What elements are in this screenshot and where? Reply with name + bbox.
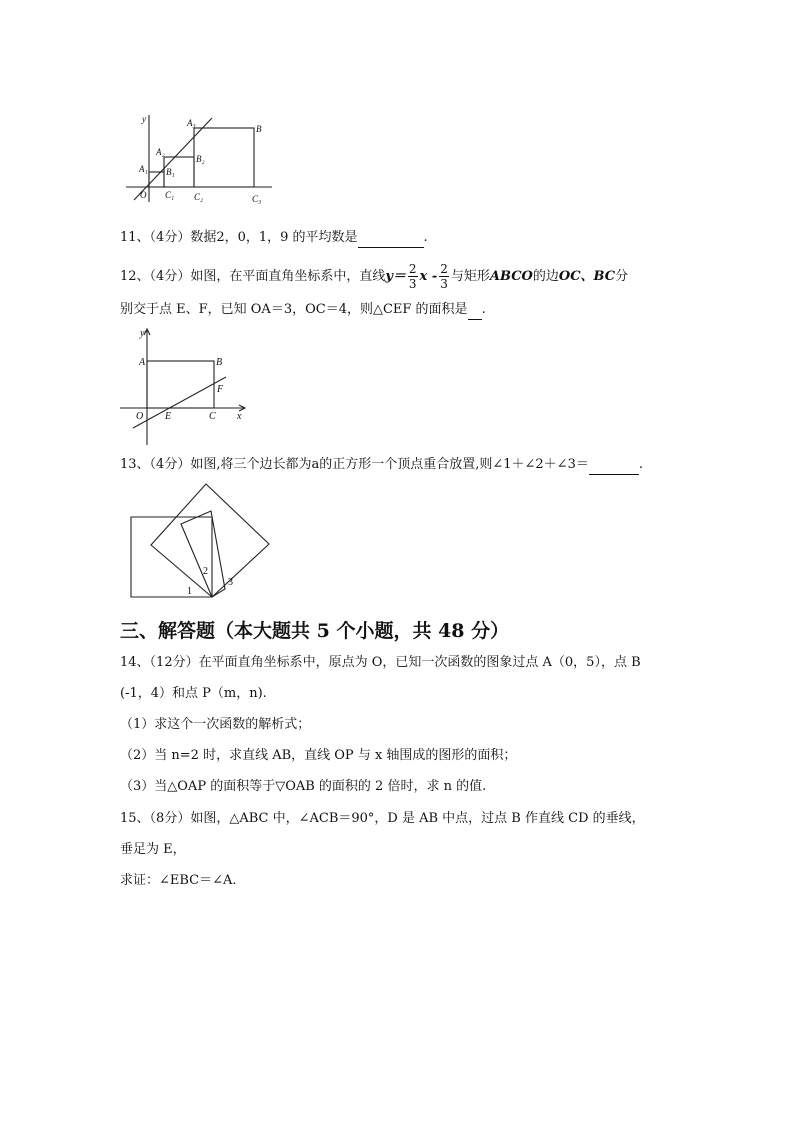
label-E: E [165, 411, 172, 422]
q13-answer-blank[interactable] [589, 456, 639, 475]
q11-answer-blank[interactable] [358, 229, 424, 248]
q11-end: . [423, 230, 428, 245]
q12-score: （4分） [149, 269, 191, 284]
square-1 [149, 172, 164, 187]
q11-text: 数据2，0，1，9 的平均数是 [190, 230, 358, 245]
q15-line1: 如图，△ABC 中，∠ACB＝90°，D 是 AB 中点，过点 B 作直线 CD 的垂线， [190, 811, 645, 826]
q12-fraction-2: $\frac{2}{3}$ [440, 262, 448, 291]
rectangle-ABCO [147, 361, 214, 408]
angle-label-1: 1 [187, 586, 192, 597]
label-B1: B₁ [166, 167, 175, 177]
q11-number: 11、 [120, 230, 150, 245]
label-B2: B₂ [196, 154, 205, 164]
q14-number: 14、 [120, 655, 150, 670]
label-y: y [140, 328, 145, 339]
q13-score: （4分） [149, 457, 191, 472]
label-y: y [142, 114, 146, 124]
question-14-line-2: (-1，4）和点 P（m，n). [120, 686, 267, 701]
question-15 [120, 810, 645, 828]
label-C: C [209, 411, 216, 422]
q12-text-d: 分 [615, 269, 629, 284]
q12-y-eq: y＝ [385, 269, 406, 284]
question-14-sub-3: （3）当△OAP 的面积等于▽OAB 的面积的 2 倍时，求 n 的值. [120, 779, 487, 794]
square-1 [131, 517, 212, 597]
label-C3: C₃ [252, 194, 262, 204]
q12-figure [116, 324, 252, 450]
angle-label-3: 3 [228, 577, 233, 588]
label-C2: C₂ [194, 192, 204, 202]
q10-figure [120, 112, 280, 208]
q12-answer-blank[interactable] [468, 301, 482, 320]
q13-number: 13、 [120, 457, 150, 472]
question-12-line-2 [120, 301, 486, 320]
q15-number: 15、 [120, 811, 150, 826]
q15-score: （8分） [149, 811, 191, 826]
label-F: F [217, 384, 224, 395]
q13-end: . [638, 457, 643, 472]
label-C1: C₁ [165, 190, 175, 200]
q12-sides: OC、BC [558, 269, 616, 284]
question-14 [120, 654, 641, 672]
q14-score: （12分） [149, 655, 199, 670]
q12-x-minus: x - [419, 269, 438, 284]
q12-fraction-1: $\frac{2}{3}$ [408, 262, 417, 291]
section-3-title: 三、解答题（本大题共 5 个小题，共 48 分） [120, 620, 510, 642]
q13-text: 如图,将三个边长都为a的正方形一个顶点重合放置,则∠1＋∠2＋∠3＝ [190, 457, 589, 472]
square-3 [181, 511, 225, 597]
label-A2: A₂ [156, 147, 165, 157]
label-B: B [256, 124, 262, 134]
question-15-line-3: 求证：∠EBC＝∠A. [120, 873, 237, 888]
q12-rect-name: ABCO [489, 269, 533, 284]
q14-line1: 在平面直角坐标系中，原点为 O，已知一次函数的图象过点 A（0，5），点 B [198, 655, 641, 670]
question-15-line-2: 垂足为 E， [120, 842, 186, 857]
q13-figure [124, 478, 284, 604]
q12-number: 12、 [120, 269, 150, 284]
q12-end: . [481, 302, 486, 317]
angle-label-2: 2 [203, 566, 208, 577]
label-A: A [139, 357, 146, 368]
question-14-sub-2: （2）当 n=2 时，求直线 AB，直线 OP 与 x 轴围成的图形的面积； [120, 748, 517, 763]
question-14-sub-1: （1）求这个一次函数的解析式； [120, 717, 311, 732]
q12-text-c: 的边 [532, 269, 559, 284]
label-B: B [216, 357, 223, 368]
question-12 [120, 262, 628, 291]
label-x: x [237, 411, 242, 422]
label-O: O [136, 411, 144, 422]
label-O: O [140, 190, 147, 200]
q11-score: （4分） [149, 230, 191, 245]
q12-line2: 别交于点 E、F，已知 OA＝3，OC＝4，则△CEF 的面积是 [120, 302, 468, 317]
square-2 [151, 484, 269, 597]
label-A1: A₁ [139, 164, 148, 174]
label-A3: A₃ [187, 118, 196, 128]
q12-text-b: 与矩形 [450, 269, 490, 284]
question-11 [120, 229, 428, 248]
question-13 [120, 456, 643, 475]
q12-text-a: 如图，在平面直角坐标系中，直线 [190, 269, 386, 284]
